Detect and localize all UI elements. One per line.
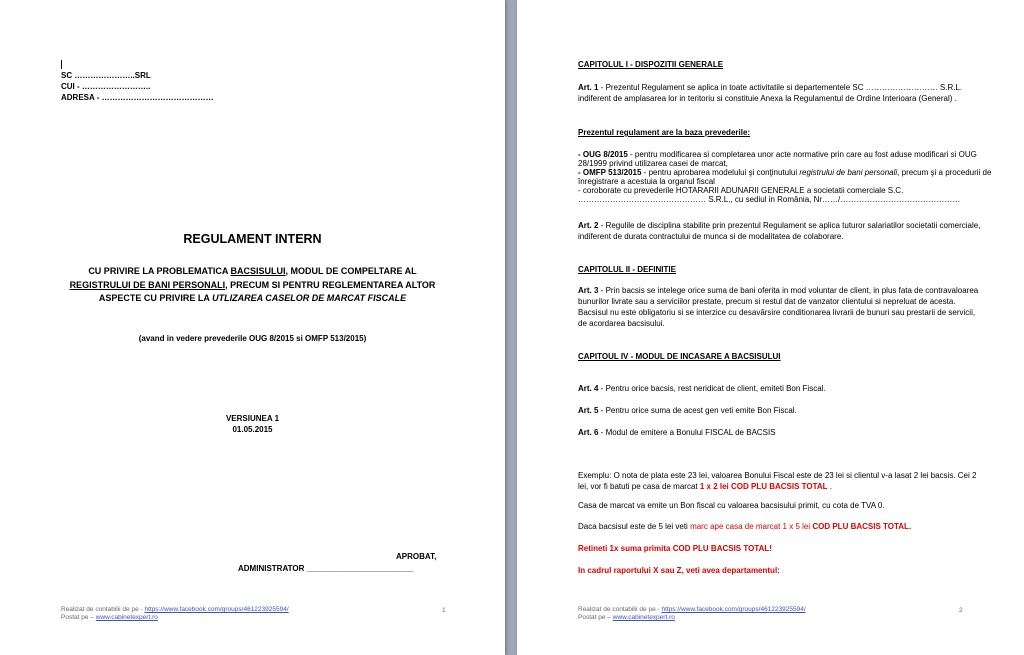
- article-5: [578, 406, 797, 415]
- footer-text: Realizat de contabilii de pe -: [578, 606, 662, 613]
- example-text: Daca bacsisul este de 5 lei veti: [578, 522, 691, 531]
- example-highlight-bold: COD PLU BACSIS TOTAL.: [812, 522, 912, 531]
- example-text: .: [827, 482, 833, 491]
- subtitle-underlined: BACSISULUI: [230, 266, 286, 276]
- page-footer: [578, 606, 806, 622]
- example-highlight: 1 x 2 lei COD PLU BACSIS TOTAL: [699, 482, 828, 491]
- website-link[interactable]: www.cabinetexpert.ro: [95, 614, 158, 621]
- document-subtitle: [62, 265, 443, 306]
- list-item-text: - pentru modificarea si completarea unor acte normative prin care au fost aduse modificari si OUG 28/1999 privind utilizarea casei de marcat,: [578, 150, 977, 168]
- article-text: - Pentru orice suma de acest gen veti emite Bon Fiscal.: [598, 406, 797, 415]
- example-paragraph: [578, 470, 986, 492]
- subtitle-part: , MODUL DE COMPELTARE AL: [285, 266, 417, 276]
- document-title: REGULAMENT INTERN: [183, 232, 322, 246]
- header-sc: SC …………………..SRL: [61, 71, 151, 80]
- list-item-text: , precum şi a procedurii de înregistrare a acestuia la organul fiscal: [578, 168, 992, 186]
- five-lei-example: [578, 522, 911, 531]
- header-cui: CUI - ……………………..: [61, 82, 151, 91]
- article-label: Art. 3: [578, 286, 599, 295]
- chapter-2-heading: CAPITOLUL II - DEFINITIE: [578, 265, 676, 274]
- chapter-4-heading: CAPITOUL IV - MODUL DE INCASARE A BACSISULUI: [578, 352, 781, 361]
- facebook-link[interactable]: https://www.facebook.com/groups/461223925594/: [661, 606, 806, 613]
- footer-text: Realizat de contabilii de pe -: [61, 606, 145, 613]
- list-item: - coroborate cu prevederile HOTARARII ADUNARII GENERALE a societatii comerciale S.C. ………………………………………… S.R.L., cu sediul in România, Nr……/………………………………………: [578, 186, 961, 204]
- legal-basis-heading: Prezentul regulament are la baza prevederile:: [578, 128, 751, 137]
- footer-text: Postat pe –: [61, 614, 96, 621]
- subtitle-part: CU PRIVIRE LA PROBLEMATICA: [88, 266, 231, 276]
- article-text: - Prin bacsis se intelege orice suma de bani oferita in mod voluntar de client, in plus fata de contravaloarea bunurilor livrate sau a serviciilor prestate, precum si restul dat de vanzator clientului si nepreluat de acesta. Bacsisul nu este obligatoriu si se interzice cu desavârsire conditionarea livrarii de bunuri sau prestarii de servicii, de acordarea bacsisului.: [578, 286, 979, 328]
- version-date: 01.05.2015: [232, 425, 273, 434]
- header-adresa: ADRESA - ……………………………………: [61, 93, 214, 102]
- list-item: [578, 168, 994, 186]
- example-highlight: marc ape casa de marcat 1 x 5 lei: [690, 522, 813, 531]
- article-text: - Regulile de disciplina stabilite prin prezentul Regulament se aplica tuturor salariatilor societatii comerciale, indiferent de durata contractului de munca si de modalitatea de colaborare.: [578, 221, 981, 241]
- subtitle-part: , PRECUM SI PENTRU REGLEMENTAREA ALTOR ASPECTE CU PRIVIRE LA: [98, 279, 436, 303]
- list-item-italic: registrului de bani personali: [799, 168, 898, 177]
- facebook-link[interactable]: https://www.facebook.com/groups/461223925594/: [144, 606, 289, 613]
- list-item-label: - OUG 8/2015: [578, 150, 628, 159]
- list-item-label: - OMFP 513/2015: [578, 168, 642, 177]
- article-label: Art. 1: [578, 83, 599, 92]
- page-number: 1: [442, 607, 446, 614]
- website-link[interactable]: www.cabinetexpert.ro: [612, 614, 675, 621]
- page-number: 2: [959, 607, 963, 614]
- document-page-2: [517, 0, 1024, 655]
- article-label: Art. 5: [578, 406, 599, 415]
- article-4: [578, 384, 826, 393]
- legal-note: (avand in vedere prevederile OUG 8/2015 si OMFP 513/2015): [138, 334, 367, 343]
- approved-label: APROBAT,: [396, 552, 437, 561]
- article-label: Art. 2: [578, 221, 599, 230]
- text-cursor: [61, 60, 62, 69]
- example-text: Exemplu: O nota de plata este 23 lei, valoarea Bonului Fiscal este de 23 lei si clientul v-a lasat 2 lei bacsis. Cei 2 lei, vor fi batuti pe casa de marcat: [578, 471, 977, 491]
- footer-text: Postat pe –: [578, 614, 613, 621]
- legal-basis-list: [578, 150, 994, 204]
- chapter-1-heading: CAPITOLUL I - DISPOZITII GENERALE: [578, 60, 724, 69]
- page-footer: [61, 606, 289, 622]
- article-6: [578, 428, 776, 437]
- article-1: [578, 82, 986, 104]
- article-text: - Modul de emitere a Bonului FISCAL de BACSIS: [598, 428, 776, 437]
- version-label: VERSIUNEA 1: [225, 414, 280, 423]
- subtitle-italic: UTLIZAREA CASELOR DE MARCAT FISCALE: [212, 293, 407, 303]
- administrator-signature: ADMINISTRATOR ________________________: [238, 564, 414, 573]
- article-text: - Pentru orice bacsis, rest neridicat de client, emiteti Bon Fiscal.: [598, 384, 826, 393]
- list-item-text: - pentru aprobarea modelului şi conţinutului: [641, 168, 800, 177]
- article-3: [578, 285, 986, 329]
- subtitle-underlined: REGISTRULUI DE BANI PERSONALI: [69, 279, 226, 290]
- article-2: [578, 220, 986, 242]
- list-item: [578, 150, 994, 168]
- article-label: Art. 4: [578, 384, 599, 393]
- article-text: - Prezentul Regulament se aplica in toate activitatile si departementele SC ……………………… S.R.L. indiferent de amplasarea lor in teritoriu si constituie Anexa la Regulamentul de Ordine Interioara (General) .: [578, 83, 963, 103]
- document-page-1: [0, 0, 505, 655]
- article-label: Art. 6: [578, 428, 599, 437]
- report-note: In cadrul raportului X sau Z, veti avea departamentul:: [578, 566, 780, 575]
- cash-register-note: Casa de marcat va emite un Bon fiscal cu valoarea bacsisului primit, cu cota de TVA 0.: [578, 501, 885, 510]
- remember-note: Retineti 1x suma primita COD PLU BACSIS TOTAL!: [578, 544, 772, 553]
